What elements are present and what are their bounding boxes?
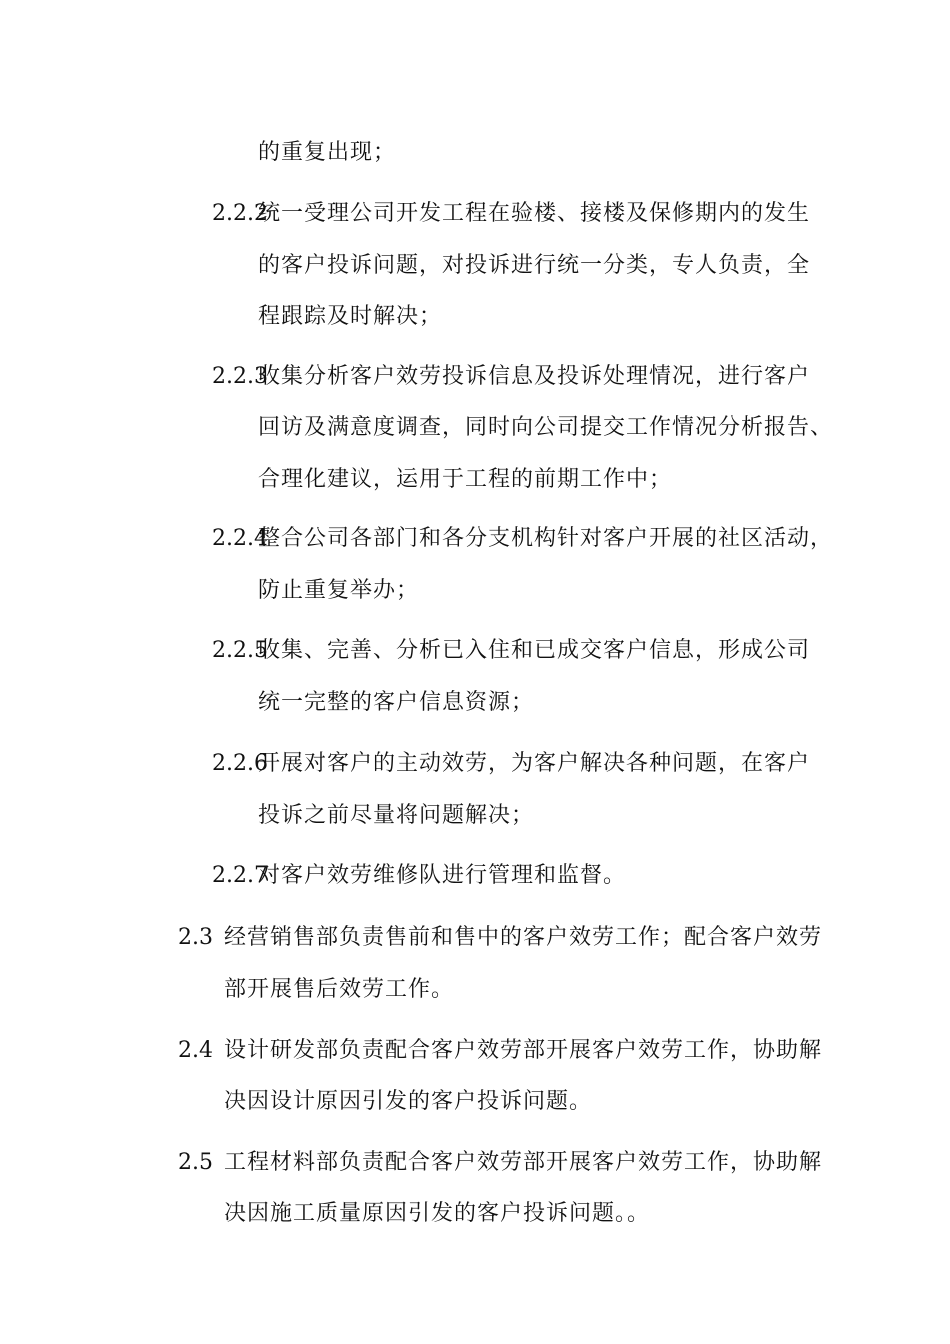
item-number: 2.2.3 — [212, 364, 268, 389]
item-number: 2.5 — [178, 1150, 213, 1175]
item-line: 整合公司各部门和各分支机构针对客户开展的社区活动， — [258, 526, 834, 551]
item-line: 统一受理公司开发工程在验楼、接楼及保修期内的发生 — [258, 201, 811, 226]
item-number: 2.2.5 — [212, 638, 268, 663]
item-line: 决因设计原因引发的客户投诉问题。 — [224, 1089, 593, 1114]
item-line: 统一完整的客户信息资源； — [258, 690, 535, 715]
item-line: 防止重复举办； — [258, 578, 420, 603]
item-number: 2.2.7 — [212, 863, 268, 888]
item-line: 程跟踪及时解决； — [258, 304, 443, 329]
item-number: 2.2.4 — [212, 526, 268, 551]
item-line: 收集分析客户效劳投诉信息及投诉处理情况，进行客户 — [258, 364, 811, 389]
item-line: 对客户效劳维修队进行管理和监督。 — [258, 863, 627, 888]
item-number: 2.4 — [178, 1038, 213, 1063]
item-number: 2.2.6 — [212, 751, 268, 776]
item-number: 2.2.2 — [212, 201, 268, 226]
item-line: 回访及满意度调查，同时向公司提交工作情况分析报告、 — [258, 415, 834, 440]
item-number: 2.3 — [178, 925, 213, 950]
item-line: 的客户投诉问题，对投诉进行统一分类，专人负责，全 — [258, 253, 811, 278]
item-line: 收集、完善、分析已入住和已成交客户信息，形成公司 — [258, 638, 811, 663]
item-line: 设计研发部负责配合客户效劳部开展客户效劳工作，协助解 — [224, 1038, 823, 1063]
item-line: 部开展售后效劳工作。 — [224, 977, 455, 1002]
item-line: 决因施工质量原因引发的客户投诉问题。。 — [224, 1201, 651, 1226]
item-line: 合理化建议，运用于工程的前期工作中； — [258, 467, 673, 492]
item-line: 开展对客户的主动效劳，为客户解决各种问题，在客户 — [258, 751, 811, 776]
item-line: 工程材料部负责配合客户效劳部开展客户效劳工作，协助解 — [224, 1150, 823, 1175]
item-line: 投诉之前尽量将问题解决； — [258, 803, 535, 828]
fragment-line: 的重复出现； — [258, 140, 397, 165]
item-line: 经营销售部负责售前和售中的客户效劳工作；配合客户效劳 — [224, 925, 823, 950]
